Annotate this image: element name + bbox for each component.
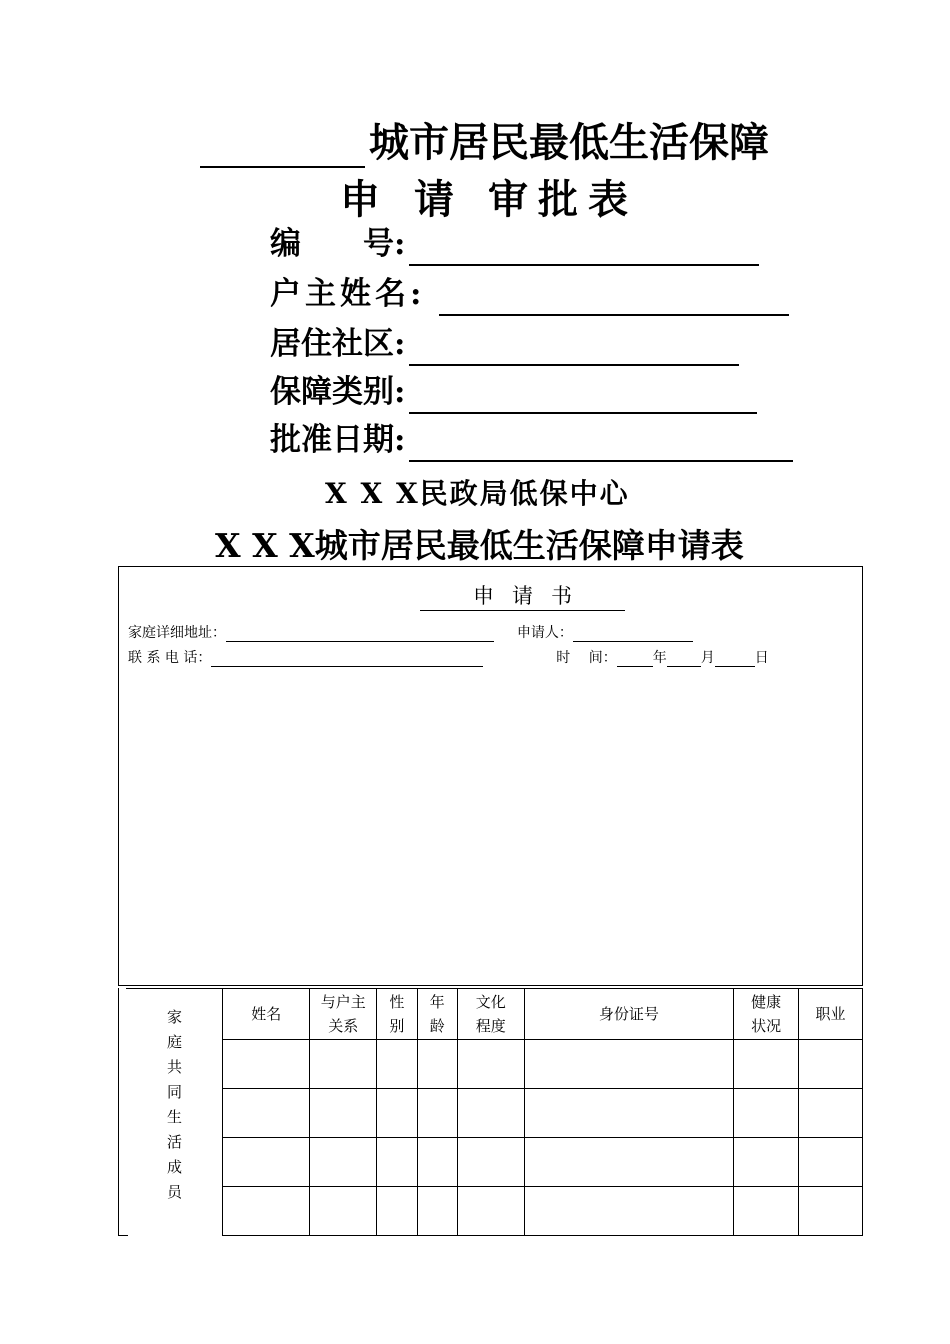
phone-row (128, 647, 769, 667)
cell-health[interactable] (734, 1187, 799, 1236)
cell-occupation[interactable] (799, 1040, 863, 1089)
cell-health[interactable] (734, 1040, 799, 1089)
table-row (126, 1040, 863, 1089)
cell-id-number[interactable] (524, 1187, 734, 1236)
header-education: 文化 程度 (457, 989, 524, 1040)
cell-name[interactable] (223, 1138, 310, 1187)
subtitle-part-1: 申 (340, 176, 384, 223)
cell-relation[interactable] (310, 1187, 377, 1236)
month-input[interactable] (667, 652, 701, 667)
day-input[interactable] (715, 652, 755, 667)
header-occupation: 职业 (799, 989, 863, 1040)
cell-gender[interactable] (377, 1089, 417, 1138)
cell-education[interactable] (457, 1089, 524, 1138)
cell-health[interactable] (734, 1089, 799, 1138)
field-category-label: 保障类别: (270, 374, 406, 410)
cell-name[interactable] (223, 1187, 310, 1236)
header-id-number: 身份证号 (524, 989, 734, 1040)
cell-age[interactable] (417, 1187, 457, 1236)
cover-title-text: 城市居民最低生活保障 (369, 119, 769, 166)
members-table (126, 988, 863, 1236)
field-approval-date-input[interactable] (409, 420, 793, 462)
field-approval-date (270, 418, 793, 462)
cell-occupation[interactable] (799, 1138, 863, 1187)
year-label: 年 (652, 650, 667, 666)
field-householder-label: 户主姓名: (270, 276, 426, 312)
cell-id-number[interactable] (524, 1040, 734, 1089)
field-number-label: 编 号: (270, 226, 406, 262)
field-community-input[interactable] (409, 324, 739, 366)
address-label: 家庭详细地址： (128, 625, 226, 641)
city-name-blank[interactable] (200, 128, 365, 168)
members-side-label-cell (126, 989, 223, 1236)
field-number (270, 222, 759, 266)
application-heading: 申请书 (420, 580, 625, 611)
field-householder-input[interactable] (439, 274, 789, 316)
address-row (128, 622, 693, 642)
field-community-label: 居住社区: (270, 326, 406, 362)
cover-subtitle (340, 168, 638, 225)
month-label: 月 (700, 650, 715, 666)
cell-id-number[interactable] (524, 1138, 734, 1187)
phone-input[interactable] (211, 652, 483, 667)
field-number-input[interactable] (409, 224, 759, 266)
cell-age[interactable] (417, 1089, 457, 1138)
cell-occupation[interactable] (799, 1089, 863, 1138)
cell-name[interactable] (223, 1040, 310, 1089)
cell-gender[interactable] (377, 1138, 417, 1187)
cell-occupation[interactable] (799, 1187, 863, 1236)
header-gender: 性 别 (377, 989, 417, 1040)
applicant-label: 申请人： (516, 625, 573, 641)
field-category-input[interactable] (409, 372, 757, 414)
time-label: 时 间： (556, 650, 617, 666)
year-input[interactable] (617, 652, 653, 667)
organization-name: X X X民政局低保中心 (325, 477, 630, 510)
day-label: 日 (754, 650, 769, 666)
cell-relation[interactable] (310, 1040, 377, 1089)
header-name: 姓名 (223, 989, 310, 1040)
table-row (126, 1089, 863, 1138)
cell-health[interactable] (734, 1138, 799, 1187)
cell-education[interactable] (457, 1138, 524, 1187)
cell-relation[interactable] (310, 1138, 377, 1187)
subtitle-part-3: 审批表 (488, 176, 638, 223)
form-title: X X X城市居民最低生活保障申请表 (215, 526, 744, 565)
cell-id-number[interactable] (524, 1089, 734, 1138)
members-side-label: 家庭共同生活成员 (165, 1008, 183, 1209)
field-community (270, 322, 739, 366)
cell-name[interactable] (223, 1089, 310, 1138)
cell-age[interactable] (417, 1138, 457, 1187)
field-category (270, 370, 757, 414)
table-row (126, 1138, 863, 1187)
cell-education[interactable] (457, 1187, 524, 1236)
cell-gender[interactable] (377, 1040, 417, 1089)
field-approval-date-label: 批准日期: (270, 422, 406, 458)
cell-relation[interactable] (310, 1089, 377, 1138)
cell-education[interactable] (457, 1040, 524, 1089)
table-row (126, 1187, 863, 1236)
cover-title (200, 118, 800, 168)
header-health: 健康 状况 (734, 989, 799, 1040)
field-householder (270, 272, 789, 316)
phone-label: 联 系 电 话： (128, 650, 212, 666)
cell-gender[interactable] (377, 1187, 417, 1236)
table-left-border (118, 988, 119, 1236)
cell-age[interactable] (417, 1040, 457, 1089)
subtitle-part-2: 请 (414, 176, 458, 223)
header-relation: 与户主 关系 (310, 989, 377, 1040)
address-input[interactable] (226, 627, 494, 642)
applicant-input[interactable] (573, 627, 693, 642)
header-age: 年 龄 (417, 989, 457, 1040)
